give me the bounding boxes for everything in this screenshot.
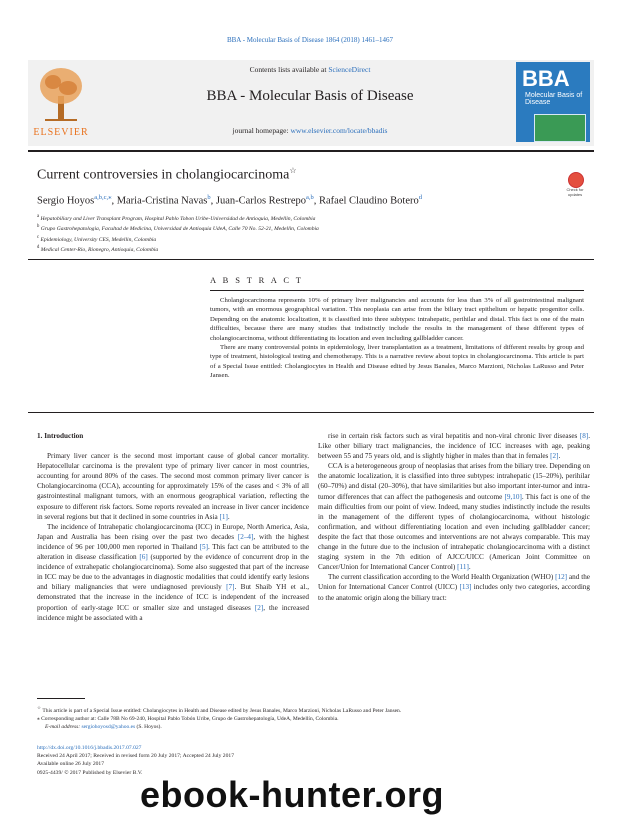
text-run: , the increased incidence might be associated with a bbox=[37, 603, 309, 622]
received-dates: Received 24 April 2017; Received in revised form 20 July 2017; Accepted 24 July 2017 bbox=[37, 753, 234, 760]
article-title-text: Current controversies in cholangiocarcinoma bbox=[37, 167, 290, 183]
citation-link[interactable]: [6] bbox=[139, 553, 148, 562]
text-run: and the Union for International Cancer Control (UICC) bbox=[318, 573, 590, 592]
text-run: includes only two categories, according to the anatomic origin along the biliary tract: bbox=[318, 583, 590, 602]
corresponding-mark[interactable]: ⁎ bbox=[108, 194, 112, 201]
text-run: . This fact is one of the main difficulties from our point of view. Indeed, many studies indistinctly include the results in the management of the different types of cholangiocarcinoma, without histologic confirmation, and without differentiating location and even including gallbladder cancer; despite the fact that those outcomes and interventions are not always comparable. This may change in the future due to the inclusion of intrahepatic cholangiocarcinoma with a distinct staging system in the 7th edition of AJCC/UICC (American Joint Committee on Cancer/Union for International Cancer Control) bbox=[318, 492, 590, 572]
footnotes bbox=[37, 704, 401, 731]
author-list: Sergio Hoyos$^{a,b,c,⁎}$, Maria-Cristina Navas$^b$, Juan-Carlos Restrepo$^{a,b}$, Rafael Claudino Botero$^d$ bbox=[37, 194, 422, 207]
citation-link[interactable]: [2–4] bbox=[237, 532, 254, 541]
journal-homepage bbox=[92, 126, 528, 135]
author-affil-mark[interactable]: a,b,c, bbox=[94, 194, 109, 201]
body-paragraph bbox=[318, 431, 590, 461]
footnote-divider bbox=[37, 698, 85, 699]
elsevier-logo bbox=[30, 64, 92, 138]
author-name: Sergio Hoyos bbox=[37, 195, 95, 207]
text-run: . But Shaib YH et al., demonstrated that the increase in the incidence of ICC is independent of the increased proportion of early-stage ICC or smaller size and unstaged diseases bbox=[37, 583, 309, 612]
cover-image bbox=[534, 114, 586, 142]
author-affil-mark[interactable]: d bbox=[418, 194, 422, 201]
cover-subtitle: Molecular Basis of Disease bbox=[525, 92, 583, 106]
text-run: rise in certain risk factors such as viral hepatitis and non-viral chronic liver diseases bbox=[328, 432, 580, 440]
text-run: . bbox=[227, 512, 230, 521]
crossmark-label: Check for updates bbox=[566, 187, 584, 197]
abstract-paragraph: There are many controversial points in epidemiology, liver transplantation as a treatment, limitations of different results by group and type of treatment, histological testing and chemotherapy. This is a narrative review about topics in cholangiocarcinoma. This article is part of a Special Issue entitled: Cholangiocytes in Health and Disease edited by Jesus Banales, Marco Marzioni, Nicholas LaRusso and Peter Jansen. bbox=[210, 344, 584, 380]
divider bbox=[28, 259, 594, 260]
text-run: . Like other biliary tract malignancies, the incidence of ICC increases with age, peaking between 55 and 75 years old, and is slightly higher in males than that in females bbox=[318, 432, 590, 461]
author-affil-mark[interactable]: a,b bbox=[305, 194, 314, 201]
footnote-email: E-mail address: sergiohoyosd@yahoo.es (S. Hoyos). bbox=[45, 724, 162, 731]
affiliation-item: $^d$ Medical Center-Rio, Rionegro, Antioquia, Colombia bbox=[37, 245, 159, 254]
text-run: . This fact can be attributed to the alteration in disease classification bbox=[37, 542, 309, 562]
article-title bbox=[37, 166, 296, 184]
citation-link[interactable]: [5] bbox=[199, 542, 208, 551]
contents-prefix: Contents lists available at bbox=[249, 65, 329, 74]
text-run: . bbox=[558, 452, 561, 461]
body-paragraph bbox=[318, 572, 590, 602]
text-run: Primary liver cancer is the second most important cause of global cancer mortality. Hepatocellular carcinoma is the prevalent type of primary liver cancer in most countries, accounting for around 80% of the cases. The second most common primary liver cancer is Cholangiocarcinoma (CCA), accounting for approximately 15% of the cases and < 3% of all gastrointestinal malignant tumors, with an enormous geographical variation, reflecting the exposure to different risk factors. Some reports revealed an increase in liver cancer incidence in several regions but that it declined in some countries in Asia bbox=[37, 452, 309, 521]
text-run: (supported by the evidence of concurrent drop in the incidence of extrahepatic cholangiocarcinoma). Some also suggested that part of the increase in ICC may be due to the advantages in diagnostic modalities that could identify early lesions and biliary malignancies that were undiagnosed previously bbox=[37, 553, 309, 592]
body-paragraph bbox=[318, 461, 590, 572]
citation-link[interactable]: [13] bbox=[459, 583, 472, 592]
journal-cover-thumbnail[interactable] bbox=[516, 62, 590, 142]
title-footnote-mark[interactable]: ☆ bbox=[289, 166, 297, 175]
abstract-heading: A B S T R A C T bbox=[210, 275, 304, 285]
text-run: The incidence of Intrahepatic cholangiocarcinoma (ICC) in Europe, North America, Asia, Japan and Australia has been rising over the past two decades bbox=[37, 522, 309, 541]
section-heading: 1. Introduction bbox=[37, 432, 84, 440]
author-affil-mark[interactable]: b bbox=[207, 194, 211, 201]
journal-citation[interactable]: BBA - Molecular Basis of Disease 1864 (2018) 1461–1467 bbox=[226, 36, 394, 44]
text-run: The current classification according to the World Health Organization (WHO) bbox=[328, 573, 556, 582]
cover-title: BBA bbox=[522, 66, 570, 91]
affiliation-item: $^a$ Hepatobiliary and Liver Transplant Program, Hospital Pablo Tobon Uribe-Universidad de Antioquia, Medellin, Colombia bbox=[37, 214, 316, 222]
citation-link[interactable]: [1] bbox=[219, 512, 228, 521]
author-name: Maria-Cristina Navas bbox=[116, 195, 208, 207]
text-run: . bbox=[468, 563, 471, 572]
citation-link[interactable]: [12] bbox=[555, 573, 568, 582]
header-divider bbox=[28, 150, 594, 152]
footnote-item: ☆ This article is part of a Special Issue entitled: Cholangiocytes in Health and Disease edited by Jesus Banales, Marco Marzioni, Nicholas LaRusso and Peter Jansen. bbox=[37, 705, 402, 714]
homepage-link[interactable]: www.elsevier.com/locate/bbadis bbox=[290, 126, 388, 135]
body-column-right bbox=[318, 431, 590, 603]
footnote-item: ⁎ Corresponding author at: Calle 78B No 69-240, Hospital Pablo Tobón Uribe, Grupo de Gastrohepatología, UdeA, Medellín, Colombia. bbox=[37, 716, 339, 723]
text-run: CCA is a heterogeneous group of neoplasias that arises from the biliary tree. Depending on the anatomic localization, it is classified into three subtypes: intrahepatic (15–20%), perihilar (60–70%) and distal (20–30%), that have similarities but also important inter-tumor and intra-tumor differences that can affect the pathogenesis and outcome bbox=[318, 462, 590, 501]
citation-link[interactable]: [7] bbox=[226, 583, 235, 592]
divider bbox=[28, 412, 594, 413]
homepage-prefix: journal homepage: bbox=[232, 126, 291, 135]
author-name: Juan-Carlos Restrepo bbox=[215, 195, 306, 207]
body-column-left bbox=[37, 431, 309, 623]
elsevier-wordmark: ELSEVIER bbox=[33, 127, 89, 138]
copyright-line: 0925-4439/ © 2017 Published by Elsevier B.V. bbox=[37, 769, 143, 776]
body-paragraph bbox=[37, 522, 309, 623]
contents-availability bbox=[92, 65, 528, 74]
available-online: Available online 26 July 2017 bbox=[37, 761, 105, 768]
article-history bbox=[37, 744, 234, 777]
journal-title: BBA - Molecular Basis of Disease bbox=[206, 88, 414, 104]
citation-link[interactable]: [9,10] bbox=[504, 492, 522, 501]
abstract-divider bbox=[210, 290, 584, 291]
body-paragraph bbox=[37, 451, 309, 522]
citation-link[interactable]: [2] bbox=[254, 603, 264, 612]
email-link[interactable]: sergiohoyosd@yahoo.es bbox=[81, 724, 136, 731]
text-run: , with the highest incidence of 96 per 100,000 men reported in Thailand bbox=[37, 532, 309, 551]
elsevier-tree-icon bbox=[37, 66, 85, 122]
citation-link[interactable]: [11] bbox=[457, 563, 469, 572]
abstract-text bbox=[210, 296, 584, 381]
citation-link[interactable]: [2] bbox=[550, 452, 559, 461]
affiliation-item: $^c$ Epidemiology, University CES, Medellin, Colombia bbox=[37, 234, 157, 243]
abstract-paragraph: Cholangiocarcinoma represents 10% of primary liver malignancies and accounts for less than 3% of all gastrointestinal malignant tumors, with an enormous geographical variation. This neoplasia can arise from the biliary tract epithelium or hepatic progenitor cells. Depending on the anatomic localization, it is classified into three subtypes: intrahepatic, perihilar and distal. This fact is one of the main difficulties, because there are many studies that indistinctly include the results in the management of these different types of cholangiocarcinoma, without differentiating its location and even including gallbladder cancer. bbox=[210, 297, 584, 342]
affiliation-item: $^b$ Grupo Gastrohepatologia, Facultad de Medicina, Universidad de Antioquia UdeA, Calle 70 No. 52-21, Medellin, Colombia bbox=[37, 224, 319, 233]
author-name: Rafael Claudino Botero bbox=[319, 195, 419, 207]
watermark: ebook-hunter.org bbox=[140, 774, 444, 815]
doi-link[interactable]: http://dx.doi.org/10.1016/j.bbadis.2017.07.027 bbox=[37, 745, 142, 751]
crossmark-icon bbox=[568, 172, 584, 188]
sciencedirect-link[interactable]: ScienceDirect bbox=[328, 65, 371, 74]
citation-link[interactable]: [8] bbox=[579, 432, 589, 440]
affiliation-list bbox=[37, 213, 319, 255]
check-for-updates-button[interactable] bbox=[564, 172, 586, 198]
